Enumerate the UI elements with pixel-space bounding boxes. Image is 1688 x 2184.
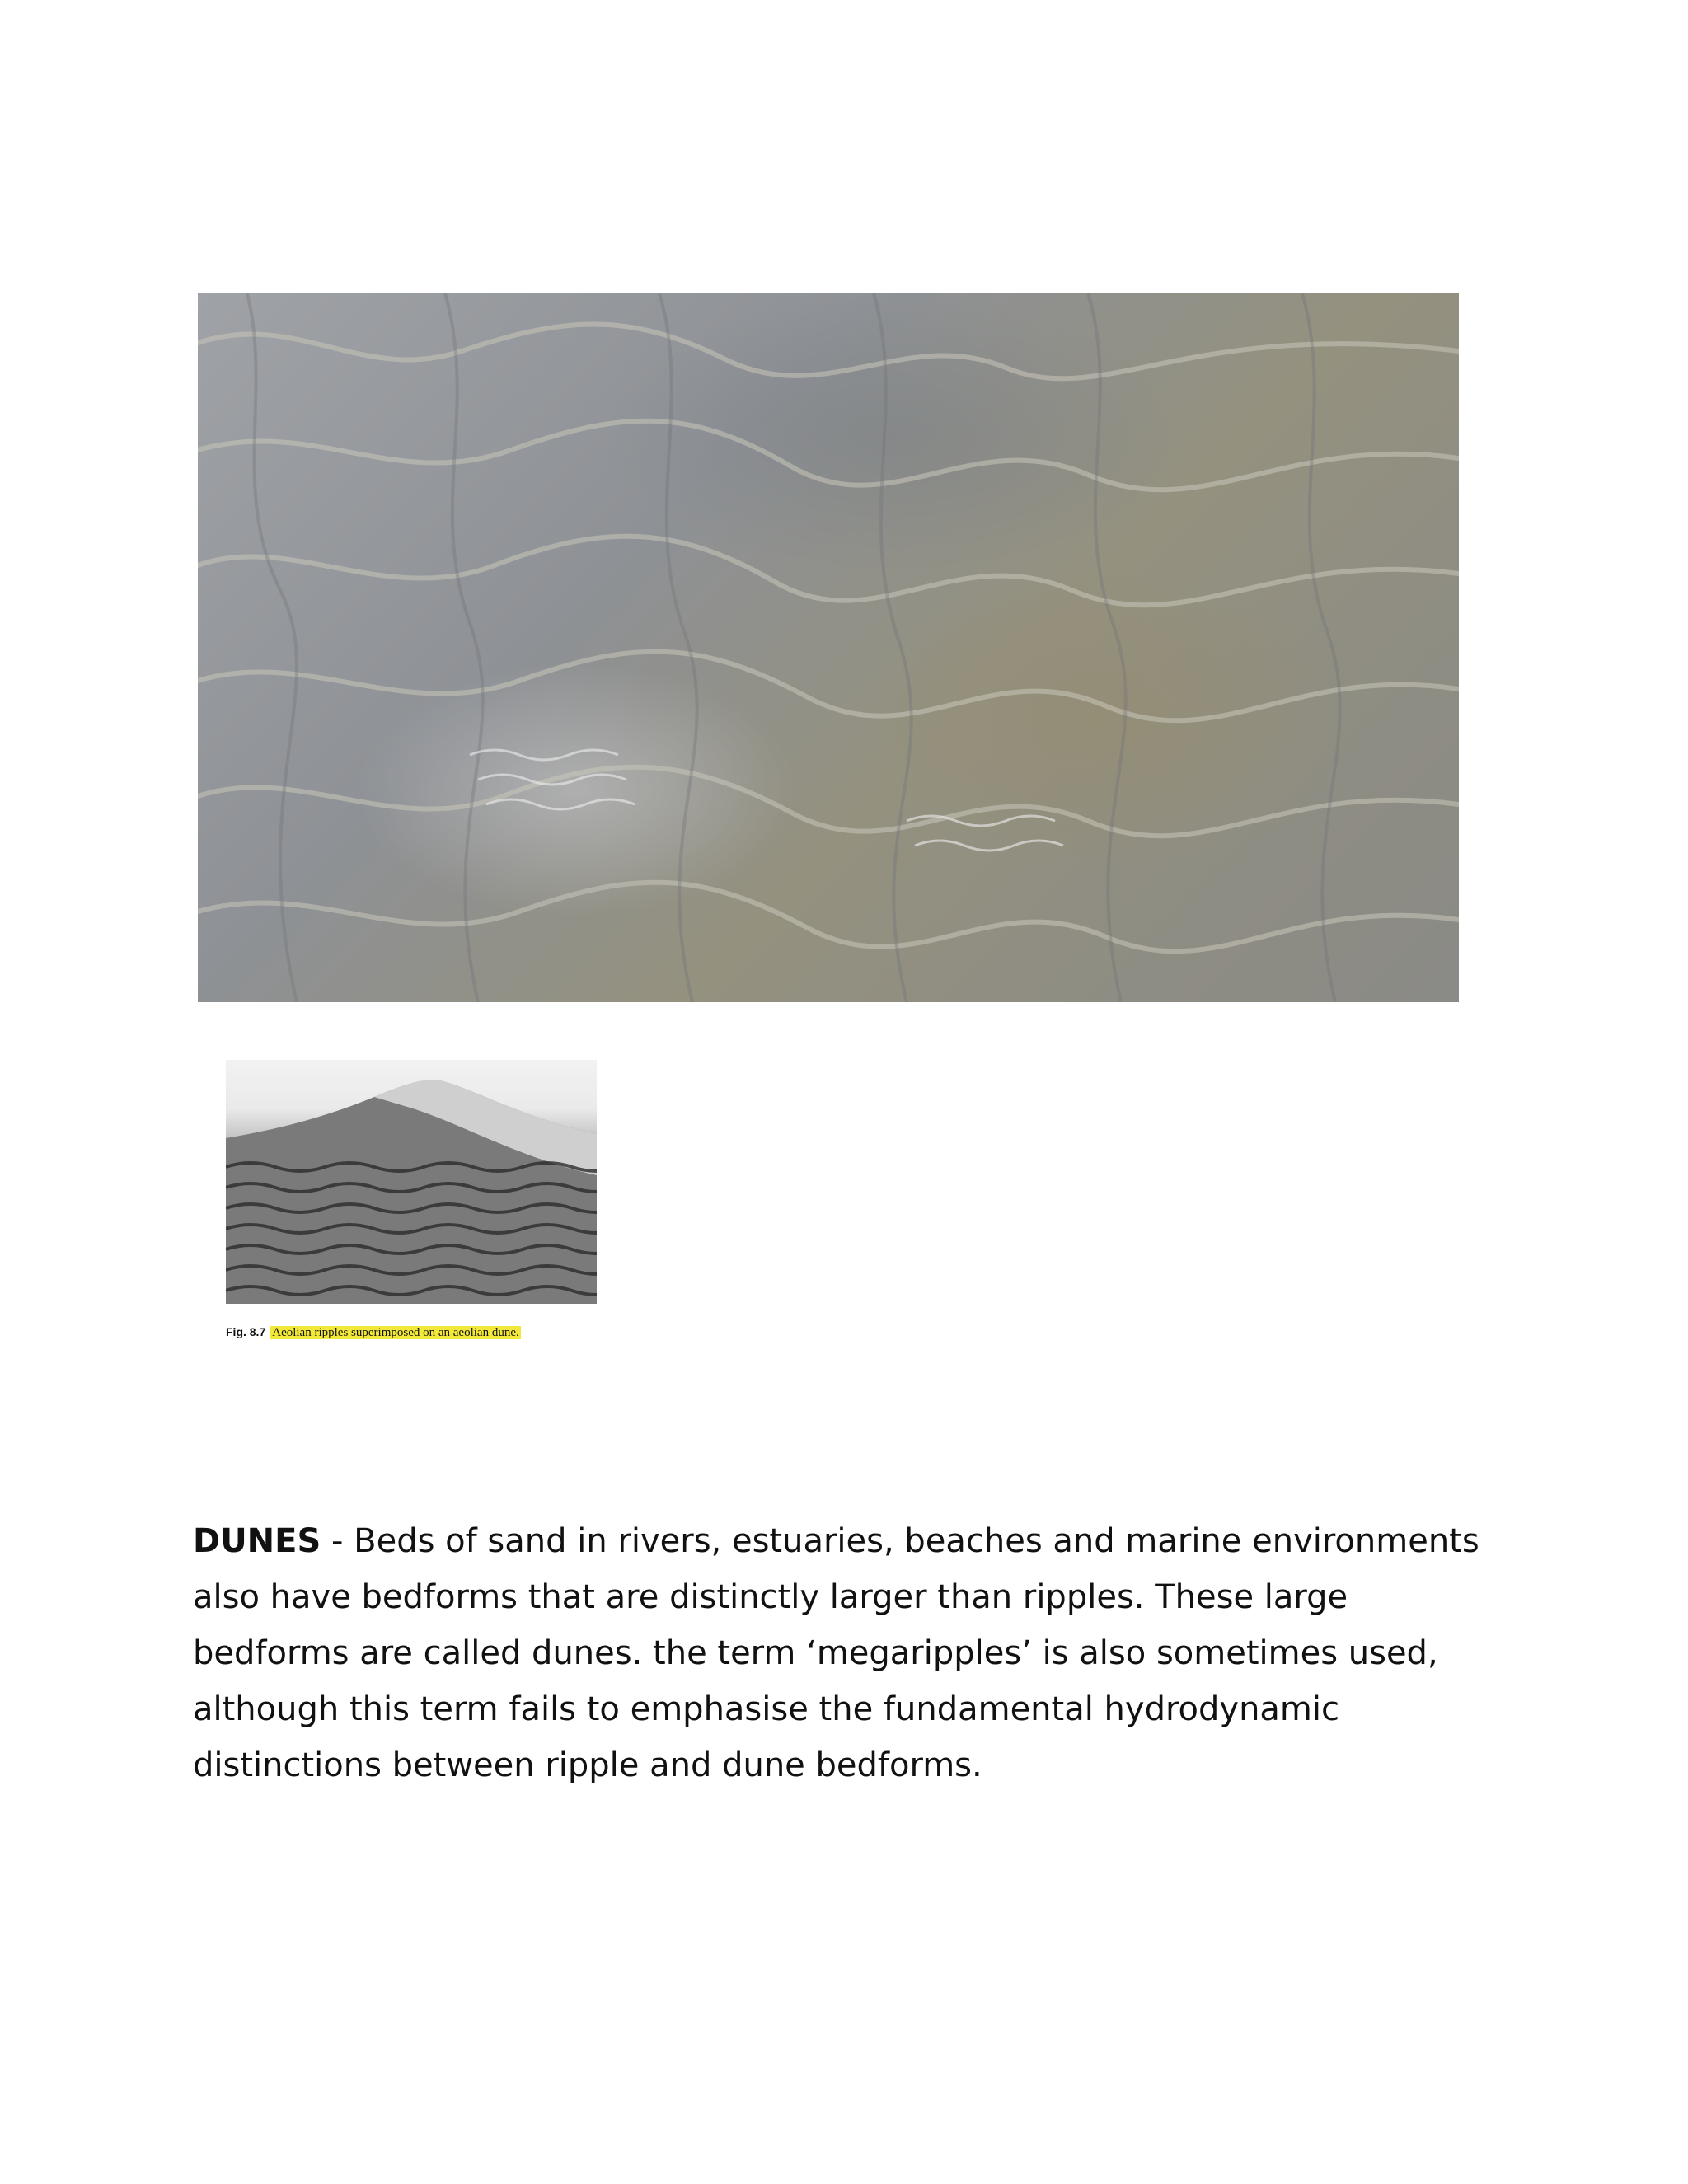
- figure-caption: [226, 1324, 521, 1341]
- underwater-ripples-photo: [198, 293, 1459, 1002]
- figure-label: Fig. 8.7: [226, 1325, 266, 1338]
- section-body-text: - Beds of sand in rivers, estuaries, beaches and marine environments also have bedforms that are distinctly larger than ripples. These large bedforms are called dunes. the term ‘megaripples’ is also sometimes used, although this term fails to emphasise the fundamental hydrodynamic distinctions between ripple and dune bedforms.: [193, 1522, 1479, 1784]
- aeolian-dune-photo: [226, 1060, 597, 1304]
- dune-ripples-graphic: [226, 1060, 597, 1304]
- section-term: DUNES: [193, 1522, 321, 1560]
- dunes-paragraph: [193, 1513, 1495, 1793]
- figure-caption-text: Aeolian ripples superimposed on an aeolian dune.: [272, 1326, 519, 1339]
- ripple-pattern-graphic: [198, 293, 1459, 1002]
